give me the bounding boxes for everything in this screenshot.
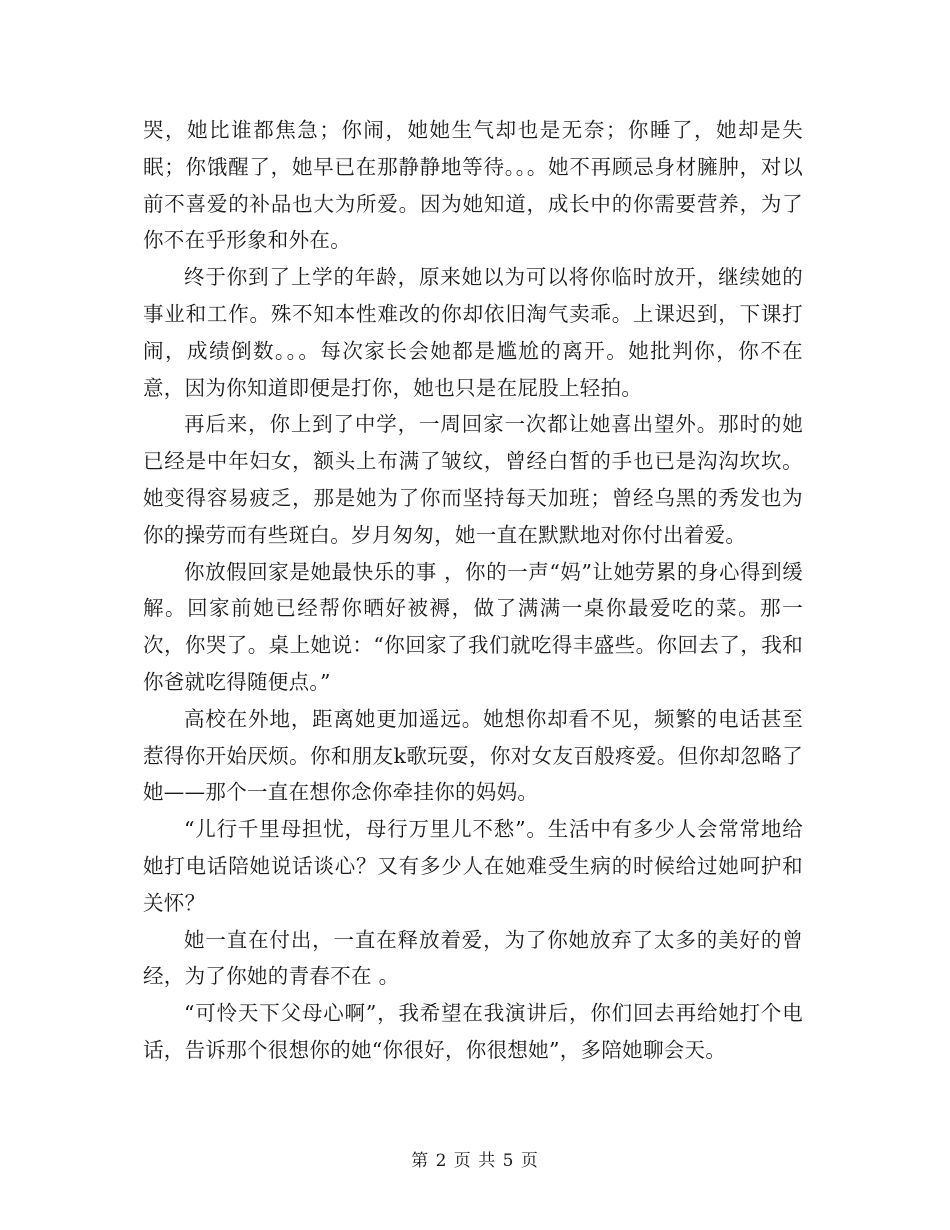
paragraph-1: 哭，她比谁都焦急；你闹，她她生气却也是无奈；你睡了，她却是失眠；你饿醒了，她早已在那静静地等待。。。她不再顾忌身材臃肿，对以前不喜爱的补品也大为所爱。因为她知道，成长中的你需要营养，为了你不在乎形象和外在。: [143, 118, 803, 253]
paragraph-2: 终于你到了上学的年龄，原来她以为可以将你临时放开，继续她的事业和工作。殊不知本性难改的你却依旧淘气卖乖。上课迟到，下课打闹，成绩倒数。。。每次家长会她都是尴尬的离开。她批判你，你不在意，因为你知道即便是打你，她也只是在屁股上轻拍。: [143, 265, 803, 400]
body-text: [143, 112, 803, 1069]
paragraph-8: “可怜天下父母心啊”，我希望在我演讲后，你们回去再给她打个电话，告诉那个很想你的她“你很好，你很想她”，多陪她聊会天。: [143, 1001, 803, 1062]
paragraph-7: 她一直在付出，一直在释放着爱，为了你她放弃了太多的美好的曾经，为了你她的青春不在 。: [143, 927, 803, 989]
paragraph-3: 再后来，你上到了中学，一周回家一次都让她喜出望外。那时的她已经是中年妇女，额头上布满了皱纹，曾经白皙的手也已是沟沟坎坎。她变得容易疲乏，那是她为了你而坚持每天加班；曾经乌黑的秀发也为你的操劳而有些斑白。岁月匆匆，她一直在默默地对你付出着爱。: [143, 412, 803, 547]
paragraph-4: 你放假回家是她最快乐的事 ，你的一声“妈”让她劳累的身心得到缓解。回家前她已经帮你晒好被褥，做了满满一桌你最爱吃的菜。那一次，你哭了。桌上她说：“你回家了我们就吃得丰盛些。你回去了，我和你爸就吃得随便点。”: [143, 559, 803, 694]
paragraph-6: “儿行千里母担忧，母行万里儿不愁”。生活中有多少人会常常地给她打电话陪她说话谈心？又有多少人在她难受生病的时候给过她呵护和关怀？: [143, 817, 803, 915]
page-number: 第 2 页 共 5 页: [411, 1151, 539, 1171]
paragraph-5: 高校在外地，距离她更加遥远。她想你却看不见，频繁的电话甚至惹得你开始厌烦。你和朋友k歌玩耍，你对女友百般疼爱。但你却忽略了她——那个一直在想你念你牵挂你的妈妈。: [143, 706, 803, 805]
